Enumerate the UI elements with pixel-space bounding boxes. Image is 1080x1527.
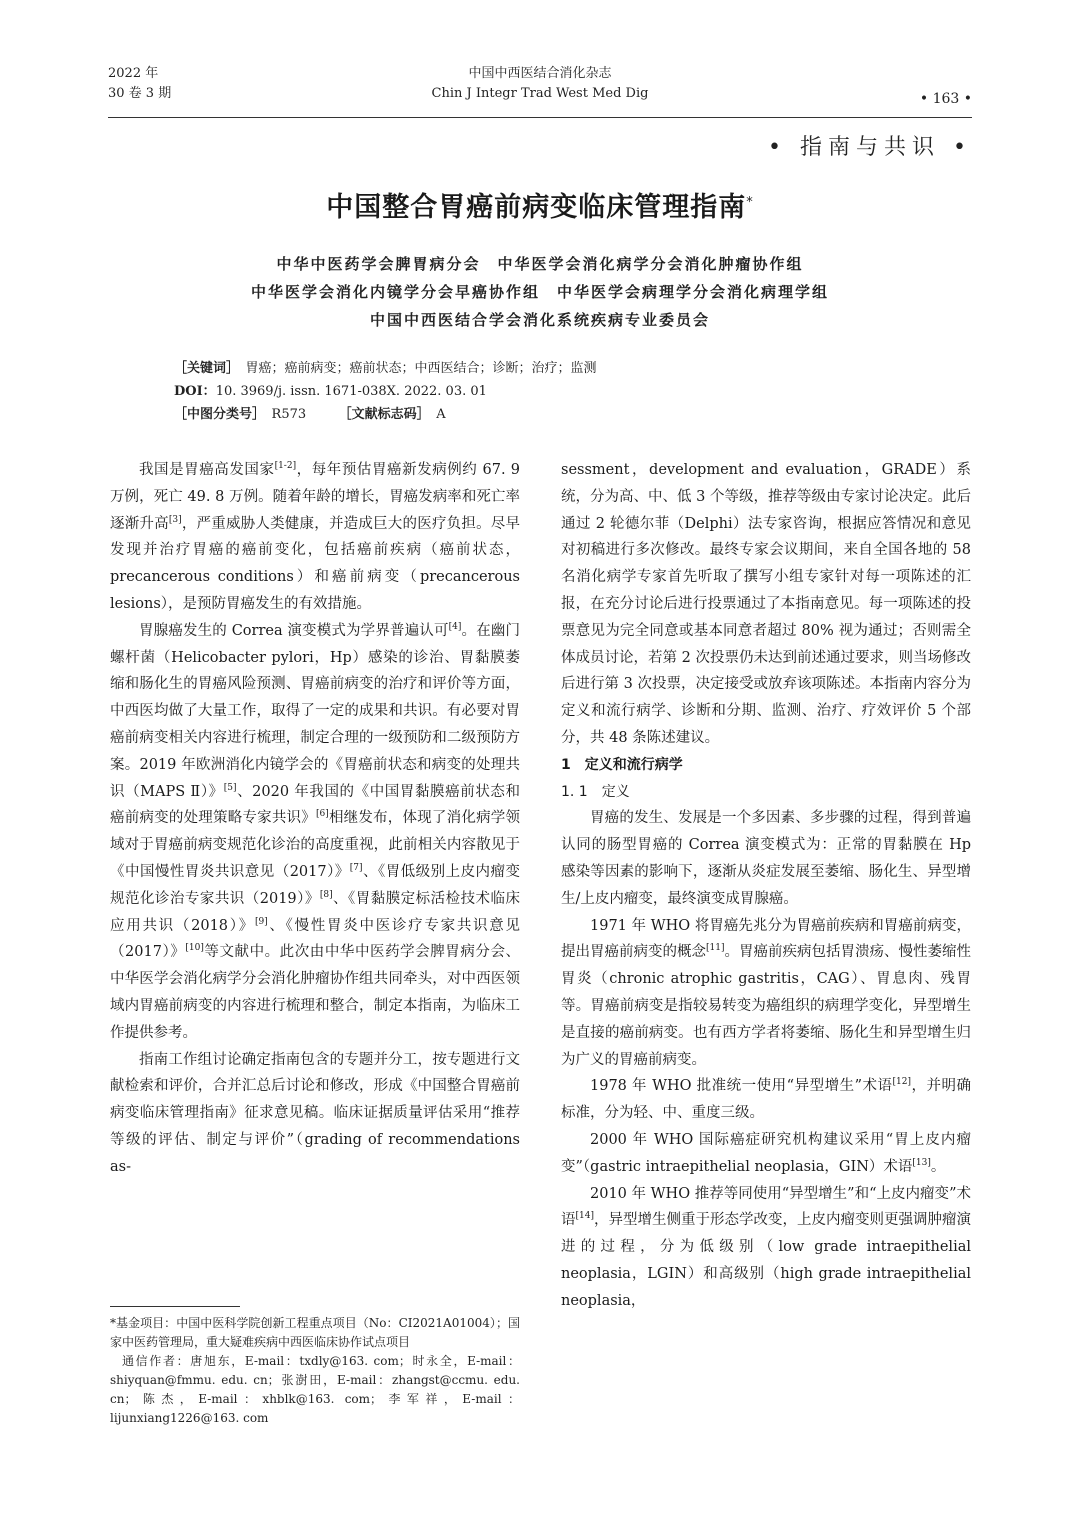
paragraph: 指南工作组讨论确定指南包含的专题并分工，按专题进行文献检索和评价，合并汇总后讨论和修改，形成《中国整合胃癌前病变临床管理指南》征求意见稿。临床证据质量评估采用“推荐等级的评估、制定与评价”（grading of recommendations as- — [110, 1051, 520, 1175]
citation: [10] — [185, 943, 204, 954]
doi-label: DOI： — [174, 384, 216, 399]
paragraph — [561, 1073, 971, 1127]
paragraph-text: 胃腺癌发生的 Correa 演变模式为学界普遍认可 — [139, 622, 449, 639]
paragraph-text: 、《胃低级别上皮内瘤变规范化诊治专家共识（2019）》 — [110, 863, 521, 907]
header-journal — [0, 64, 1080, 104]
citation: [11] — [706, 943, 725, 954]
doi-line — [174, 380, 597, 403]
citation: [12] — [892, 1077, 911, 1088]
author-line: 中国中西医结合学会消化系统疾病专业委员会 — [369, 311, 710, 329]
article-meta — [174, 357, 597, 426]
paragraph — [561, 1181, 971, 1315]
header-journal-cn: 中国中西医结合消化杂志 — [468, 66, 612, 81]
paragraph — [561, 1127, 971, 1181]
keywords-line — [174, 357, 597, 380]
title-text: 中国整合胃癌前病变临床管理指南 — [326, 192, 747, 223]
paragraph — [561, 913, 971, 1074]
header-journal-en: Chin J Integr Trad West Med Dig — [431, 86, 649, 101]
citation: [1-2] — [274, 461, 297, 472]
paragraph-text: 、《胃黏膜定标活检技术临床应用共识（2018）》 — [110, 890, 520, 934]
paragraph — [110, 457, 520, 618]
paragraph-text: 、2020 年我国的《中国胃黏膜癌前状态和癌前病变的处理策略专家共识》 — [110, 783, 520, 827]
paragraph-text: ，每年预估胃癌新发病例约 67. 9 万例，死亡 49. 8 万例。随着年龄的增长，胃癌发病率和死亡率逐渐升高 — [110, 462, 520, 532]
paragraph-text: ，严重威胁人类健康，并造成巨大的医疗负担。尽早发现并治疗胃癌的癌前变化，包括癌前疾病（癌前状态，precancerous conditions）和癌前病变（precancerous lesions），是预防胃癌发生的有效措施。 — [110, 515, 521, 612]
clc-value: R573 — [271, 407, 307, 422]
section-heading: 1 定义和流行病学 — [561, 756, 683, 773]
paragraph-text: 1971 年 WHO 将胃癌先兆分为胃癌前疾病和胃癌前病变，提出胃癌前病变的概念 — [561, 917, 971, 961]
column-tag: • 指南与共识 • — [768, 135, 972, 160]
keywords: 胃癌；癌前病变；癌前状态；中西医结合；诊断；治疗；监测 — [245, 361, 597, 376]
paragraph-text: 。胃癌前疾病包括胃溃疡、慢性萎缩性胃炎（chronic atrophic gastritis，CAG）、胃息肉、残胃等。胃癌前病变是指较易转变为癌组织的病理学变化，异型增生是直接的癌前病变。也有西方学者将萎缩、肠化生和异型增生归为广义的胃癌前病变。 — [561, 944, 972, 1068]
paragraph: 胃癌的发生、发展是一个多因素、多步骤的过程，得到普遍认同的肠型胃癌的 Correa 演变模式为：正常的胃黏膜在 Hp 感染等因素的影响下，逐渐从炎症发展至萎缩、肠化生、异型增生/上皮内瘤变，最终演变成胃腺癌。 — [561, 810, 971, 907]
citation: [5] — [223, 782, 237, 793]
paragraph-text: 、《慢性胃炎中医诊疗专家共识意见（2017）》 — [110, 917, 520, 961]
subsection-heading: 1. 1 定义 — [561, 783, 630, 800]
citation: [3] — [168, 514, 182, 525]
doc-code-value: A — [436, 407, 446, 422]
title-footnote-mark: * — [746, 195, 754, 210]
classification-line — [174, 403, 597, 426]
author-line: 中华中医药学会脾胃病分会 中华医学会消化病学分会消化肿瘤协作组 — [276, 255, 804, 273]
header-year: 2022 年 — [108, 66, 159, 81]
footnote — [110, 1314, 520, 1428]
article-title — [0, 185, 1080, 224]
paragraph-text: ，并明确标准，分为轻、中、重度三级。 — [561, 1078, 972, 1122]
paragraph-text: 。在幽门螺杆菌（Helicobacter pylori，Hp）感染的诊治、胃黏膜萎缩和肠化生的胃癌风险预测、胃癌前病变的治疗和评价等方面，中西医均做了大量工作，取得了一定的成果和共识。有必要对胃癌前病变相关内容进行梳理，制定合理的一级预防和二级预防方案。2019 年欧洲消化内镜学会的《胃癌前状态和病变的处理共识（MAPS Ⅱ）》 — [110, 622, 521, 800]
paragraph-text: 2000 年 WHO 国际癌症研究机构建议采用“胃上皮内瘤变”（gastric intraepithelial neoplasia，GIN）术语 — [561, 1131, 971, 1175]
header-page-number: • 163 • — [919, 91, 972, 107]
author-line: 中华医学会消化内镜学分会早癌协作组 中华医学会病理学分会消化病理学组 — [250, 283, 829, 301]
paragraph-text: ，异型增生侧重于形态学改变，上皮内瘤变则更强调肿瘤演进的过程，分为低级别（low grade intraepithelial neoplasia，LGIN）和高级别（high grade intraepithelial neoplasia， — [561, 1212, 972, 1309]
paragraph-text: 等文献中。此次由中华中医药学会脾胃病分会、中华医学会消化病学分会消化肿瘤协作组共同牵头，对中西医领域内胃癌前病变的内容进行梳理和整合，制定本指南，为临床工作提供参考。 — [110, 944, 520, 1041]
paragraph — [110, 618, 520, 1047]
footnote-rule — [110, 1306, 240, 1307]
citation: [9] — [254, 916, 268, 927]
correspondence-note: 通信作者：唐旭东，E-mail：txdly@163. com；时永全，E-mail：shiyquan@fmmu. edu. cn；张澍田，E-mail：zhangst@ccmu. edu. cn；陈杰，E-mail：xhblk@163. com；李军祥，E-mail：lijunxiang1226@163. com — [110, 1354, 520, 1425]
citation: [7] — [349, 863, 363, 874]
body-column-left — [110, 457, 520, 1181]
paragraph-text: 2010 年 WHO 推荐等同使用“异型增生”和“上皮内瘤变”术语 — [561, 1185, 971, 1229]
citation: [4] — [448, 621, 462, 632]
header-rule — [108, 117, 972, 118]
header-volume: 30 卷 3 期 — [108, 86, 172, 101]
funding-note: *基金项目：中国中医科学院创新工程重点项目（No：CI2021A01004）；国家中医药管理局，重大疑难疾病中西医临床协作试点项目 — [110, 1316, 520, 1349]
author-affiliations — [0, 250, 1080, 334]
clc-label: ［中图分类号］ — [174, 407, 259, 422]
doc-code-label: ［文献标志码］ — [345, 407, 424, 422]
citation: [14] — [575, 1211, 594, 1222]
keywords-label: ［关键词］ — [174, 361, 233, 376]
paragraph-text: 我国是胃癌高发国家 — [139, 462, 275, 478]
paragraph-text: 。 — [930, 1158, 946, 1175]
citation: [6] — [315, 809, 329, 820]
body-column-right — [561, 457, 971, 1315]
doi-value: 10. 3969/j. issn. 1671-038X. 2022. 03. 01 — [215, 384, 487, 399]
paragraph-text: 1978 年 WHO 批准统一使用“异型增生”术语 — [590, 1078, 893, 1095]
citation: [13] — [912, 1157, 931, 1168]
paragraph-text: 相继发布，体现了消化病学领域对于胃癌前病变规范化诊治的高度重视，此前相关内容散见于《中国慢性胃炎共识意见（2017）》 — [110, 810, 521, 880]
paragraph: sessment，development and evaluation，GRADE）系统，分为高、中、低 3 个等级，推荐等级由专家讨论决定。此后通过 2 轮德尔菲（Delphi）法专家咨询，根据应答情况和意见对初稿进行多次修改。最终专家会议期间，来自全国各地的 58 名消化病学专家首先听取了撰写小组专家针对每一项陈述的汇报，在充分讨论后进行投票通过了本指南意见。每一项陈述的投票意见为完全同意或基本同意者超过 80% 视为通过；否则需全体成员讨论，若第 2 次投票仍未达到前述通过要求，则当场修改后进行第 3 次投票，决定接受或放弃该项陈述。本指南内容分为定义和流行病学、诊断和分期、监测、治疗、疗效评价 5 个部分，共 48 条陈述建议。 — [561, 462, 971, 746]
citation: [8] — [319, 889, 333, 900]
